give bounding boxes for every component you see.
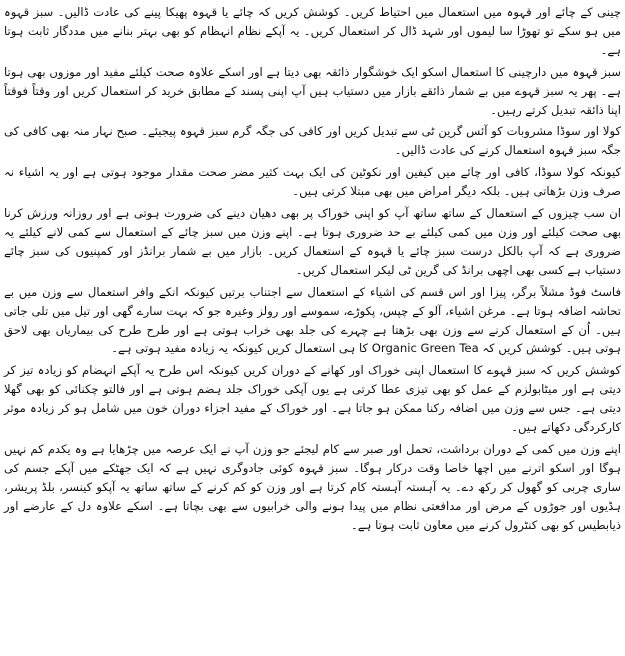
product-name: Organic Green Tea	[371, 341, 479, 356]
paragraph-patience: اپنے وزن میں کمی کے دوران برداشت، تحمل اور صبر سے کام لیجئے جو وزن آپ نے ایک عرصہ میں چڑھایا ہے وہ یکدم کم نہیں ہوگا اور اسکو اترنے میں اچھا خاصا وقت درکار ہوگا۔ سبز قہوہ کوئی جادوگری نہیں ہے کہ ایک جھٹکے میں آپکے جسم کی ساری چربی کو گھول کر رکھ دے۔ یہ آہستہ آہستہ کام کرتا ہے اور وزن کو کم کرنے کے ساتھ ساتھ یہ آپکو کینسر، بلڈ پریشر، ہڈیوں اور جوڑوں کے مرض اور مدافعتی نظام میں پیدا ہونے والی خرابیوں سے بھی بچاتا ہے۔ اسکے علاوہ دل کے عارضے اور ذیابطیس کو بھی کنٹرول کرنے میں معاون ثابت ہوتا ہے۔	[4, 441, 621, 532]
paragraph-sugar: چینی کے چائے اور قہوہ میں استعمال میں احتیاط کریں۔ کوشش کریں کہ چائے یا قہوہ پھیکا پینے کی عادت ڈالیں۔ سبز قہوہ میں ہو سکے تو تھوڑا سا لیموں اور شہد ڈال کر استعمال کریں۔ یہ آپکے نظام انہظام کو بھی بہتر بنانے میں مددگار ثابت ہوتا ہے۔	[4, 5, 621, 57]
paragraph-fast-food-tail: کا ہی استعمال کریں کیونکہ یہ زیادہ مفید ہوتی ہے۔	[111, 341, 369, 356]
paragraph-caffeine: کیونکہ کولا سوڈا، کافی اور چائے میں کیفین اور نکوٹین کی ایک بہت کثیر مضر صحت مقدار موجود ہوتی ہے اور یہ اشیاء نہ صرف وزن بڑھاتی ہیں۔ بلکہ دیگر امراض میں بھی مبتلا کرتی ہیں۔	[4, 165, 621, 199]
paragraph-diet-exercise: ان سب چیزوں کے استعمال کے ساتھ ساتھ آپ کو اپنی خوراک پر بھی دھیان دینے کی ضرورت ہوتی ہے اور روزانہ ورزش کرنا بھی صحت کیلئے اور وزن میں کمی کیلئے بے حد ضروری ہوتا ہے۔ اپنے وزن میں سبز چائے کے استعمال سے کمی لانے کیلئے یہ ضروری ہے کہ آپ بالکل درست سبز چائے یا قہوہ کے استعمال کریں۔ بازار میں بے شمار برانڈز اور کمپنیوں کی سبز چائے دستیاب ہے کسی بھی اچھی برانڈ کی گرین ٹی لیکر استعمال کریں۔	[4, 206, 621, 277]
paragraph-cinnamon: سبز قہوہ میں دارچینی کا استعمال اسکو ایک خوشگوار ذائقہ بھی دیتا ہے اور اسکے علاوہ صحت کیلئے مفید اور موزوں بھی ہوتا ہے۔ پھر یہ سبز قہوے میں بے شمار ذائقے بازار میں دستیاب ہیں آپ اپنی پسند کے مطابق خرید کر استعمال کریں اور وقتاً فوقتاً اپنا ذائقہ تبدیل کرتے رہیں۔	[4, 64, 621, 117]
paragraph-fast-food-text: فاسٹ فوڈ مشلاً برگر، پیزا اور اس قسم کی اشیاء کے استعمال سے اجتناب برتیں کیونکہ انکے وافر استعمال سے وزن میں بے تحاشہ اضافہ ہوتا ہے۔ مرغن اشیاء، آلو کے چپس، پکوڑے، سموسے اور رولز وغیرہ جو کہ بہت سارے گھی اور تیل میں تلی جاتی ہیں۔ اُن کے استعمال کرنے سے وزن بھی بڑھتا ہے چہرے کی جلد بھی خراب ہوتی ہے اور طرح طرح کی بیماریاں بھی لاحق ہوتی ہیں۔ کوشش کریں کہ	[4, 284, 621, 356]
paragraph-fast-food	[4, 283, 621, 359]
paragraph-with-meals: کوشش کریں کہ سبز قہوے کا استعمال اپنی خوراک اور کھانے کے دوران کریں کیونکہ اس طرح یہ آپکے انہضام کو زیادہ تیز کر دیتی ہے اور میٹابولزم کے عمل کو بھی تیزی عطا کرتی ہے یوں آپکی خوراک جلد ہضم ہوتی ہے اور فالتو چکنائی کو بھی گھلا دیتی ہے۔ جس سے وزن میں اضافہ رکنا ممکن ہو جاتا ہے۔ اور خوراک کے مفید اجزاء دوران خون میں شامل ہو کر زیادہ موثر کارکردگی دکھاتے ہیں۔	[4, 363, 621, 435]
paragraph-cola: کولا اور سوڈا مشروبات کو آئس گرین ٹی سے تبدیل کریں اور کافی کی جگہ گرم سبز قہوہ پیجیئے۔ صبح نہار منہ بھی کافی کی جگہ سبز قہوہ استعمال کرنے کی عادت ڈالیں۔	[4, 124, 621, 158]
